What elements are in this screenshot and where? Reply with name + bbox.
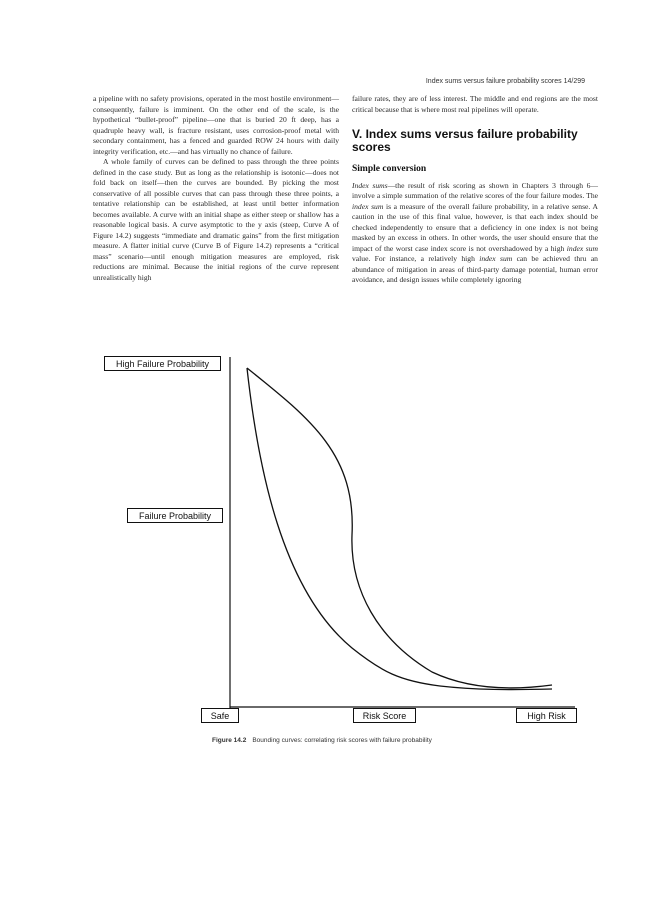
right-paragraph-2: Index sums—the result of risk scoring as shown in Chapters 3 through 6—involve a simple summation of the relative scores of the four failure modes. The index sum is a measure of the overall failure probability, in a relative sense. A caution in the use of this final value, however, is that each index should be checked independently to ensure that a deficiency in one index is not being masked by an excess in others. In other words, the user should ensure that the impact of the worst case index score is not overshadowed by a high index sum value. For instance, a relatively high index sum can be achieved thru an abundance of mitigation in areas of third-party damage potential, human error avoidance, and design issues while completely ignoring xyxy=(352,180,599,284)
curve-a-steep xyxy=(247,368,552,690)
curve-b-critical-mass xyxy=(247,368,552,688)
subsection-heading: Simple conversion xyxy=(352,164,427,174)
x-label-risk-score: Risk Score xyxy=(353,708,416,723)
right-column xyxy=(352,94,598,286)
x-label-high-risk: High Risk xyxy=(516,708,577,723)
left-column xyxy=(93,94,339,283)
left-paragraph-1: a pipeline with no safety provisions, operated in the most hostile environment—consequently, failure is imminent. On the other end of the scale, is the hypothetical “bullet-proof” pipeline—one that is buried 20 ft deep, has a quadruple heavy wall, is fracture resistant, uses corrosion-proof metal with secondary containment, has a fenced and guarded ROW 24 hours with daily integrity verification, etc.—and has virtually no chance of failure. xyxy=(93,94,339,156)
term-index-sums: Index sums xyxy=(352,180,388,190)
section-heading: V. Index sums versus failure probability scores xyxy=(352,127,578,154)
caption-label: Figure 14.2 xyxy=(212,737,247,744)
figure-caption xyxy=(212,737,432,744)
y-label-failure-probability: Failure Probability xyxy=(127,508,223,523)
x-label-safe: Safe xyxy=(201,708,239,723)
y-label-high-failure-probability: High Failure Probability xyxy=(104,356,221,371)
left-paragraph-2: A whole family of curves can be defined to pass through the three points defined in the case study. But as long as the relationship is isotonic—does not fold back on itself—then the curves are bounded. By picking the most conservative of all possible curves that can pass through these three points, a tentative relationship can be established, at least until better information becomes available. A curve with an initial shape as either steep or shallow has a reasonable logical basis. A curve asymptotic to the y axis (steep, Curve A of Figure 14.2) suggests “immediate and dramatic gains” from the first mitigation measure. A flatter initial curve (Curve B of Figure 14.2) represents a “critical mass” scenario—until enough mitigation measures are employed, risk reductions are minimal. Because the initial regions of the curve represent unrealistically high xyxy=(93,157,339,282)
caption-text: Bounding curves: correlating risk scores with failure probability xyxy=(252,737,432,744)
right-paragraph-1: failure rates, they are of less interest. The middle and end regions are the most critical because that is where most real pipelines will operate. xyxy=(352,94,598,114)
running-header: Index sums versus failure probability scores 14/299 xyxy=(425,78,585,85)
